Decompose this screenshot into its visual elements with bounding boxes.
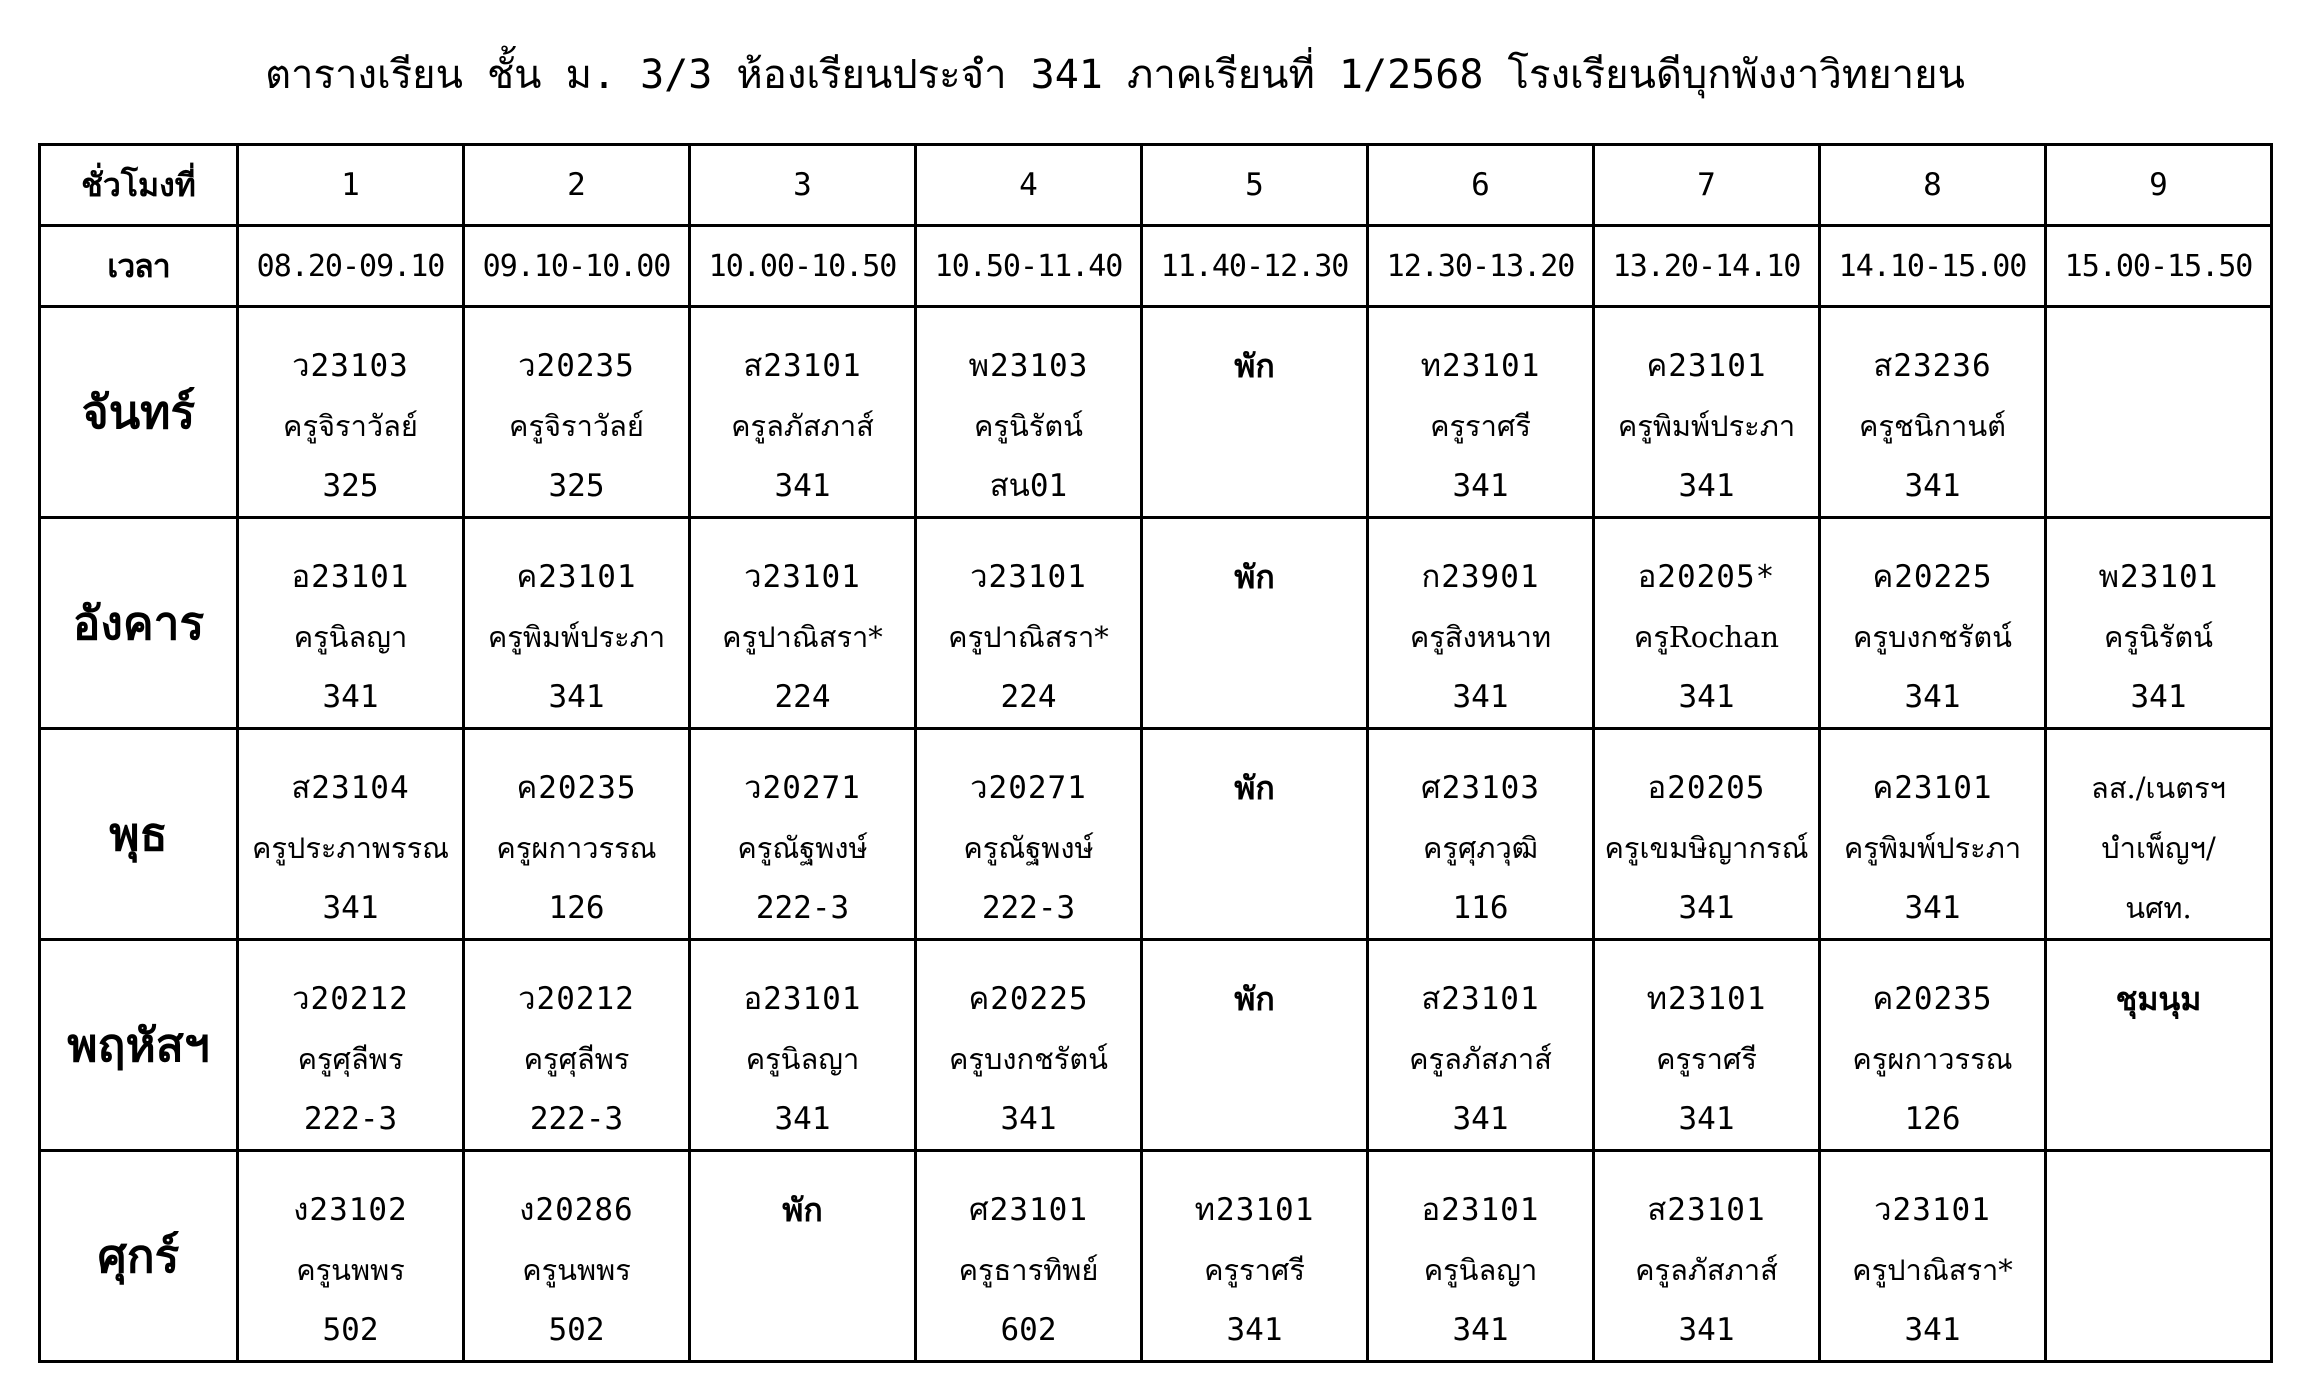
class-cell xyxy=(1820,1151,2046,1362)
teacher-name: ครูปาณิสรา* xyxy=(1852,1253,2013,1287)
room-number: 341 xyxy=(548,679,605,715)
teacher-name: ครูสิงหนาท xyxy=(1409,620,1552,654)
room-number: 222-3 xyxy=(529,1101,624,1137)
empty-cell xyxy=(2046,1151,2272,1362)
class-cell xyxy=(1820,307,2046,518)
subject-code: ค20225 xyxy=(968,981,1089,1017)
period-time: 13.20-14.10 xyxy=(1594,226,1820,307)
teacher-name: ครูราศรี xyxy=(1656,1042,1757,1076)
subject-code: ส23101 xyxy=(1421,981,1540,1017)
subject-code: ว23103 xyxy=(292,348,409,384)
teacher-name: ครูณัฐพงษ์ xyxy=(737,831,868,865)
room-number: 222-3 xyxy=(981,890,1076,926)
day-row-friday xyxy=(40,1151,2272,1362)
room-number: 325 xyxy=(322,468,379,504)
day-row-thursday xyxy=(40,940,2272,1151)
subject-code: ว20271 xyxy=(744,770,861,806)
subject-code: ว23101 xyxy=(970,559,1087,595)
teacher-name: ครูปาณิสรา* xyxy=(948,620,1109,654)
subject-code: พ23101 xyxy=(2098,559,2219,595)
class-cell xyxy=(1594,518,1820,729)
subject-code: ว20235 xyxy=(518,348,635,384)
teacher-name: ครูลภัสภาส์ xyxy=(1635,1253,1778,1287)
break-cell xyxy=(690,1151,916,1362)
activity-line: บำเพ็ญฯ/ xyxy=(2101,831,2216,865)
room-number: 341 xyxy=(1452,679,1509,715)
room-number: 341 xyxy=(1000,1101,1057,1137)
subject-code: ส23101 xyxy=(743,348,862,384)
teacher-name: ครูราศรี xyxy=(1430,409,1531,443)
subject-code: ก23901 xyxy=(1421,559,1540,595)
teacher-name: ครูนิรัตน์ xyxy=(2103,620,2214,654)
class-cell xyxy=(464,307,690,518)
subject-code: ค20235 xyxy=(1872,981,1993,1017)
period-header-row xyxy=(40,145,2272,226)
empty-cell xyxy=(2046,307,2272,518)
subject-code: ค20225 xyxy=(1872,559,1993,595)
room-number: 341 xyxy=(1678,679,1735,715)
class-cell xyxy=(1368,1151,1594,1362)
class-cell xyxy=(1368,940,1594,1151)
period-time: 08.20-09.10 xyxy=(238,226,464,307)
room-number: 341 xyxy=(774,1101,831,1137)
teacher-name: ครูบงกชรัตน์ xyxy=(1852,620,2013,654)
class-cell xyxy=(238,1151,464,1362)
class-cell xyxy=(464,729,690,940)
room-number: 341 xyxy=(322,679,379,715)
subject-code: ค23101 xyxy=(1872,770,1993,806)
class-cell xyxy=(1820,518,2046,729)
period-number: 8 xyxy=(1820,145,2046,226)
class-cell xyxy=(1820,940,2046,1151)
class-cell xyxy=(690,729,916,940)
subject-code: ค23101 xyxy=(516,559,637,595)
period-number: 2 xyxy=(464,145,690,226)
class-cell xyxy=(1368,729,1594,940)
subject-code: ท23101 xyxy=(1646,981,1767,1017)
teacher-name: ครูศุภวุฒิ xyxy=(1423,831,1538,865)
class-cell xyxy=(238,307,464,518)
break-cell xyxy=(1142,729,1368,940)
room-number: 341 xyxy=(1904,468,1961,504)
room-number: 126 xyxy=(1904,1101,1961,1137)
break-cell xyxy=(1142,518,1368,729)
subject-code: พ23103 xyxy=(968,348,1089,384)
class-cell xyxy=(916,940,1142,1151)
page-title: ตารางเรียน ชั้น ม. 3/3 ห้องเรียนประจำ 341 ภาคเรียนที่ 1/2568 โรงเรียนดีบุกพังงาวิทยายน xyxy=(265,52,1965,98)
class-cell xyxy=(238,729,464,940)
teacher-name: ครูผกาวรรณ xyxy=(496,831,657,865)
class-cell xyxy=(690,307,916,518)
period-time: 10.00-10.50 xyxy=(690,226,916,307)
room-number: 341 xyxy=(1452,1101,1509,1137)
day-name: พุธ xyxy=(40,729,238,940)
teacher-name: ครูพิมพ์ประภา xyxy=(1843,831,2022,865)
activity-line: ลส./เนตรฯ xyxy=(2091,771,2226,805)
class-cell xyxy=(690,940,916,1151)
teacher-name: ครูเขมษิญากรณ์ xyxy=(1604,831,1809,865)
teacher-name: ครูนพพร xyxy=(522,1253,631,1287)
teacher-name: ครูนิลญา xyxy=(745,1042,860,1076)
day-row-wednesday xyxy=(40,729,2272,940)
day-name: ศุกร์ xyxy=(40,1151,238,1362)
room-number: 602 xyxy=(1000,1312,1057,1348)
room-number: 341 xyxy=(1678,468,1735,504)
period-number: 1 xyxy=(238,145,464,226)
class-cell xyxy=(1820,729,2046,940)
teacher-name: ครูลภัสภาส์ xyxy=(731,409,874,443)
day-row-tuesday xyxy=(40,518,2272,729)
class-cell xyxy=(916,518,1142,729)
time-header-row xyxy=(40,226,2272,307)
activity-line: นศท. xyxy=(2125,891,2192,925)
class-cell xyxy=(238,940,464,1151)
break-cell xyxy=(1142,940,1368,1151)
teacher-name: ครูนพพร xyxy=(296,1253,405,1287)
teacher-name: ครูณัฐพงษ์ xyxy=(963,831,1094,865)
period-number: 4 xyxy=(916,145,1142,226)
room-number: 325 xyxy=(548,468,605,504)
room-number: 341 xyxy=(1678,1101,1735,1137)
club-label: ชุมนุม xyxy=(2115,980,2202,1018)
room-number: 502 xyxy=(548,1312,605,1348)
period-time: 10.50-11.40 xyxy=(916,226,1142,307)
class-cell xyxy=(1594,1151,1820,1362)
room-number: 341 xyxy=(1904,1312,1961,1348)
subject-code: ค20235 xyxy=(516,770,637,806)
day-name: จันทร์ xyxy=(40,307,238,518)
teacher-name: ครูประภาพรรณ xyxy=(251,831,450,865)
timetable xyxy=(38,143,2273,1363)
class-cell xyxy=(1142,1151,1368,1362)
activity-cell xyxy=(2046,729,2272,940)
subject-code: ว23101 xyxy=(1874,1192,1991,1228)
class-cell xyxy=(1368,518,1594,729)
room-number: 341 xyxy=(1678,890,1735,926)
subject-code: ส23236 xyxy=(1873,348,1992,384)
teacher-name: ครูนิลญา xyxy=(293,620,408,654)
class-cell xyxy=(1594,729,1820,940)
time-label: เวลา xyxy=(40,226,238,307)
period-time: 09.10-10.00 xyxy=(464,226,690,307)
subject-code: ว20271 xyxy=(970,770,1087,806)
room-number: 341 xyxy=(2130,679,2187,715)
class-cell xyxy=(1368,307,1594,518)
class-cell xyxy=(238,518,464,729)
teacher-name: ครูบงกชรัตน์ xyxy=(948,1042,1109,1076)
teacher-name: ครูพิมพ์ประภา xyxy=(1617,409,1796,443)
teacher-name: ครูผกาวรรณ xyxy=(1852,1042,2013,1076)
day-name: อังคาร xyxy=(40,518,238,729)
period-number: 7 xyxy=(1594,145,1820,226)
subject-code: ค23101 xyxy=(1646,348,1767,384)
class-cell xyxy=(464,940,690,1151)
subject-code: ว20212 xyxy=(292,981,409,1017)
period-label: ชั่วโมงที่ xyxy=(40,145,238,226)
day-name: พฤหัสฯ xyxy=(40,940,238,1151)
class-cell xyxy=(916,1151,1142,1362)
subject-code: อ23101 xyxy=(1421,1192,1540,1228)
class-cell xyxy=(916,307,1142,518)
period-number: 6 xyxy=(1368,145,1594,226)
room-number: 224 xyxy=(774,679,831,715)
club-cell xyxy=(2046,940,2272,1151)
teacher-name: ครูนิลญา xyxy=(1423,1253,1538,1287)
room-number: 341 xyxy=(774,468,831,504)
teacher-name: ครูลภัสภาส์ xyxy=(1409,1042,1552,1076)
break-label: พัก xyxy=(1234,769,1275,807)
day-row-monday xyxy=(40,307,2272,518)
room-number: 126 xyxy=(548,890,605,926)
subject-code: ว23101 xyxy=(744,559,861,595)
period-number: 5 xyxy=(1142,145,1368,226)
room-number: 341 xyxy=(1452,468,1509,504)
room-number: 222-3 xyxy=(303,1101,398,1137)
subject-code: ส23101 xyxy=(1647,1192,1766,1228)
class-cell xyxy=(2046,518,2272,729)
period-number: 3 xyxy=(690,145,916,226)
subject-code: ท23101 xyxy=(1194,1192,1315,1228)
teacher-name: ครูราศรี xyxy=(1204,1253,1305,1287)
room-number: สน01 xyxy=(989,468,1068,504)
room-number: 341 xyxy=(1452,1312,1509,1348)
subject-code: ศ23103 xyxy=(1421,770,1540,806)
teacher-name: ครูRochan xyxy=(1633,620,1780,654)
period-number: 9 xyxy=(2046,145,2272,226)
room-number: 502 xyxy=(322,1312,379,1348)
teacher-name: ครูจิราวัลย์ xyxy=(283,409,418,443)
period-time: 15.00-15.50 xyxy=(2046,226,2272,307)
teacher-name: ครูศุลีพร xyxy=(523,1042,630,1076)
room-number: 341 xyxy=(322,890,379,926)
class-cell xyxy=(1594,307,1820,518)
period-time: 12.30-13.20 xyxy=(1368,226,1594,307)
teacher-name: ครูนิรัตน์ xyxy=(973,409,1084,443)
room-number: 341 xyxy=(1904,890,1961,926)
room-number: 341 xyxy=(1226,1312,1283,1348)
subject-code: อ20205 xyxy=(1647,770,1766,806)
room-number: 222-3 xyxy=(755,890,850,926)
teacher-name: ครูจิราวัลย์ xyxy=(509,409,644,443)
break-label: พัก xyxy=(1234,558,1275,596)
teacher-name: ครูธารทิพย์ xyxy=(958,1253,1099,1287)
subject-code: ท23101 xyxy=(1420,348,1541,384)
class-cell xyxy=(464,1151,690,1362)
class-cell xyxy=(690,518,916,729)
break-label: พัก xyxy=(1234,347,1275,385)
teacher-name: ครูชนิกานต์ xyxy=(1859,409,2006,443)
class-cell xyxy=(916,729,1142,940)
subject-code: อ23101 xyxy=(743,981,862,1017)
teacher-name: ครูพิมพ์ประภา xyxy=(487,620,666,654)
class-cell xyxy=(1594,940,1820,1151)
period-time: 11.40-12.30 xyxy=(1142,226,1368,307)
subject-code: ง23102 xyxy=(293,1192,408,1228)
break-label: พัก xyxy=(782,1191,823,1229)
class-cell xyxy=(464,518,690,729)
break-label: พัก xyxy=(1234,980,1275,1018)
room-number: 224 xyxy=(1000,679,1057,715)
teacher-name: ครูปาณิสรา* xyxy=(722,620,883,654)
room-number: 116 xyxy=(1452,890,1509,926)
subject-code: อ23101 xyxy=(291,559,410,595)
subject-code: ศ23101 xyxy=(969,1192,1088,1228)
room-number: 341 xyxy=(1678,1312,1735,1348)
period-time: 14.10-15.00 xyxy=(1820,226,2046,307)
subject-code: อ20205* xyxy=(1637,559,1776,595)
subject-code: ส23104 xyxy=(291,770,410,806)
subject-code: ว20212 xyxy=(518,981,635,1017)
teacher-name: ครูศุลีพร xyxy=(297,1042,404,1076)
subject-code: ง20286 xyxy=(519,1192,634,1228)
room-number: 341 xyxy=(1904,679,1961,715)
break-cell xyxy=(1142,307,1368,518)
